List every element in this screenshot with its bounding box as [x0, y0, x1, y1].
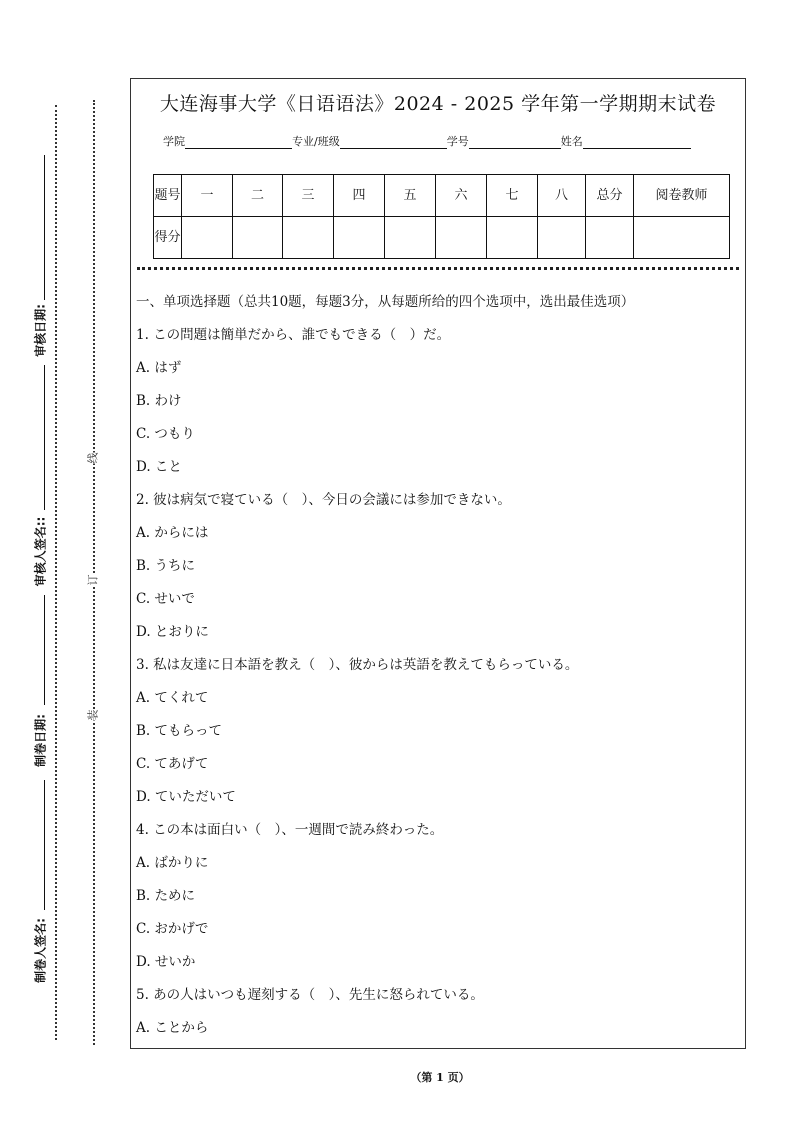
header-cell: 题号: [154, 175, 182, 217]
field-label: 姓名: [560, 135, 583, 148]
answer-option: B. てもらって: [136, 723, 223, 739]
answer-option: C. おかげで: [136, 921, 209, 937]
class-field[interactable]: [340, 135, 447, 149]
dotted-separator: [137, 267, 739, 270]
answer-option: D. こと: [136, 459, 182, 475]
section-heading: 一、单项选择题（总共10题，每题3分，从每题所给的四个选项中，选出最佳选项）: [136, 294, 635, 310]
answer-option: C. つもり: [136, 426, 195, 442]
answer-option: B. ために: [136, 888, 196, 904]
exam-frame: [130, 78, 746, 1049]
answer-option: B. わけ: [136, 393, 182, 409]
score-cell[interactable]: [283, 217, 334, 259]
score-cell[interactable]: [233, 217, 283, 259]
bind-mark: 订: [86, 574, 100, 586]
answer-option: D. ていただいて: [136, 789, 236, 805]
header-cell: 四: [334, 175, 385, 217]
header-cell: 六: [436, 175, 487, 217]
paper-maker-signature-label: 制卷人签名:: [33, 918, 48, 983]
question-stem: 3. 私は友達に日本語を教え（ ）、彼からは英語を教えてもらっている。: [136, 657, 579, 673]
answer-option: C. てあげて: [136, 756, 209, 772]
answer-option: B. うちに: [136, 558, 196, 574]
student-info: [163, 133, 691, 149]
header-cell: 三: [283, 175, 334, 217]
staple-mark: 装: [86, 709, 100, 721]
score-cell[interactable]: [538, 217, 586, 259]
answer-option: A. てくれて: [136, 690, 209, 706]
dotted-line: [55, 105, 57, 1040]
question-stem: 2. 彼は病気で寝ている（ ）、今日の会議には参加できない。: [136, 492, 511, 508]
student-id-field[interactable]: [469, 135, 561, 149]
answer-option: D. とおりに: [136, 624, 209, 640]
answer-option: C. せいで: [136, 591, 195, 607]
answer-option: A. からには: [136, 525, 209, 541]
score-cell[interactable]: [385, 217, 436, 259]
header-cell: 一: [182, 175, 233, 217]
line-mark: 线: [86, 452, 100, 464]
header-cell: 七: [487, 175, 538, 217]
row-label: 得分: [154, 217, 182, 259]
dotted-line: [93, 100, 95, 1045]
score-cell[interactable]: [586, 217, 634, 259]
page-title: 大连海事大学《日语语法》2024 - 2025 学年第一学期期末试卷: [159, 93, 717, 115]
header-cell: 总分: [586, 175, 634, 217]
score-cell[interactable]: [436, 217, 487, 259]
score-table: [153, 174, 730, 259]
answer-option: A. ばかりに: [136, 855, 209, 871]
page-number: （第 1 页）: [410, 1071, 470, 1084]
reviewer-signature-label: 审核人签名::: [33, 516, 48, 587]
score-cell[interactable]: [634, 217, 730, 259]
field-label: 专业/班级: [292, 135, 340, 148]
header-cell: 二: [233, 175, 283, 217]
answer-option: A. ことから: [136, 1020, 209, 1036]
college-field[interactable]: [185, 135, 292, 149]
header-cell: 五: [385, 175, 436, 217]
field-label: 学号: [446, 135, 469, 148]
score-cell[interactable]: [487, 217, 538, 259]
paper-date-label: 制卷日期:: [33, 714, 48, 767]
answer-option: D. せいか: [136, 954, 196, 970]
name-field[interactable]: [583, 135, 691, 149]
question-stem: 4. この本は面白い（ ）、一週間で読み終わった。: [136, 822, 444, 838]
question-stem: 1. この問題は簡単だから、誰でもできる（ ）だ。: [136, 327, 451, 343]
header-cell: 阅卷教师: [634, 175, 730, 217]
question-stem: 5. あの人はいつも遅刻する（ ）、先生に怒られている。: [136, 987, 484, 1003]
header-cell: 八: [538, 175, 586, 217]
score-cell[interactable]: [182, 217, 233, 259]
review-date-label: 审核日期:: [33, 304, 48, 357]
score-cell[interactable]: [334, 217, 385, 259]
question-list: [136, 292, 634, 1051]
field-label: 学院: [163, 135, 185, 148]
answer-option: A. はず: [136, 360, 182, 376]
